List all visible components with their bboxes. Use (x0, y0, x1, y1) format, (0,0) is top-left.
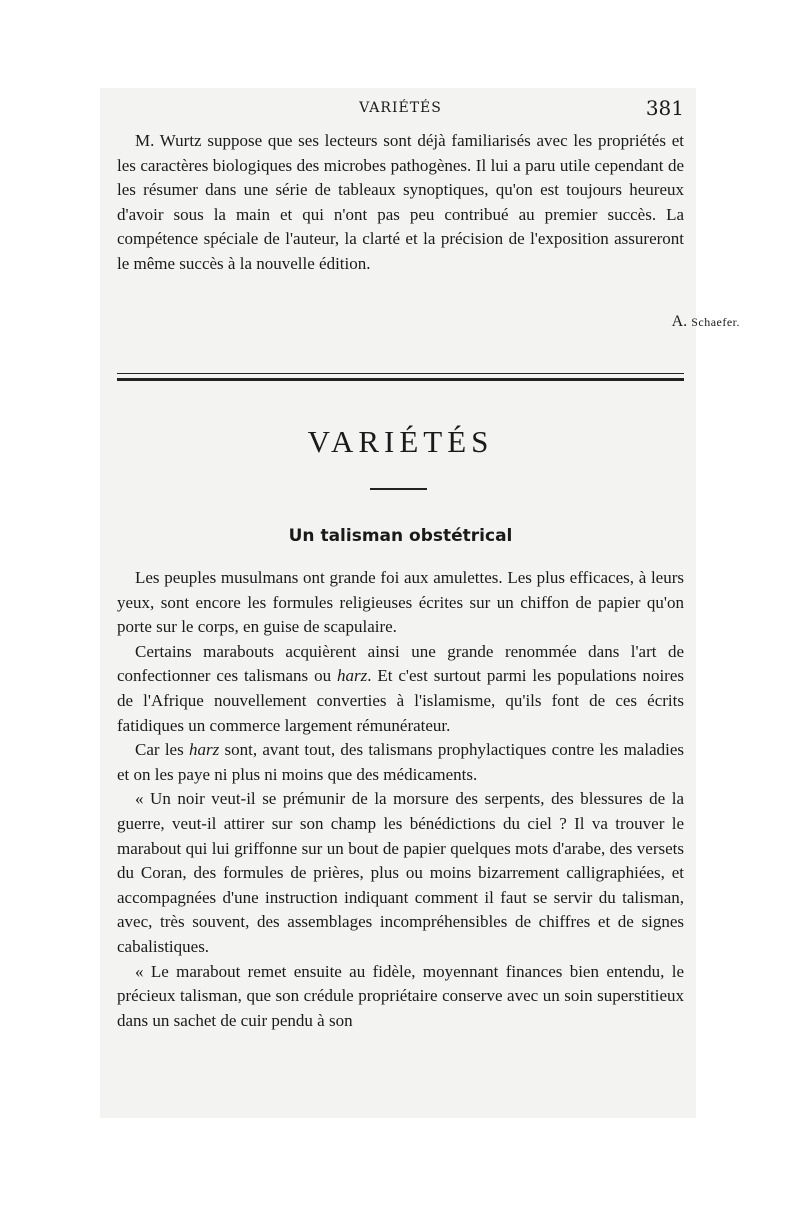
article-paragraph-2 (117, 640, 684, 738)
page-number: 381 (645, 96, 684, 120)
signature-initial: A. (671, 313, 688, 330)
section-rule-thick (117, 378, 684, 381)
section-title: VARIÉTÉS (307, 424, 494, 459)
article-title: Un talisman obstétrical (288, 526, 513, 546)
article-paragraph-4: « Un noir veut-il se prémunir de la morsure des serpents, des blessures de la guerre, veut-il attirer sur son champ les bénédictions du ciel ? Il va trouver le marabout qui lui griffonne sur un bout de papier quelques mots d'arabe, des versets du Coran, des formules de prières, plus ou moins bizarrement calligraphiées, et accompagnées d'une instruction indiquant comment il faut se servir du talisman, avec, très souvent, des assemblages incompréhensibles de chiffres et de signes cabalistiques. (117, 789, 684, 956)
review-paragraph: M. Wurtz suppose que ses lecteurs sont déjà familiarisés avec les propriétés et les caractères biologiques des microbes pathogènes. Il lui a paru utile cependant de les résumer dans une série de tableaux synoptiques, qu'on est toujours heureux d'avoir sous la main et qui n'ont pas peu contribué au premier succès. La compétence spéciale de l'auteur, la clarté et la précision de l'exposition assureront le même succès à la nouvelle édition. (117, 131, 684, 273)
p3-harz: harz (188, 740, 220, 760)
article-paragraph-1: Les peuples musulmans ont grande foi aux amulettes. Les plus efficaces, à leurs yeux, sont encore les formules religieuses écrites sur un chiffon de papier qu'on porte sur le corps, en guise de scapulaire. (117, 568, 684, 637)
article-paragraph-3 (117, 738, 684, 787)
signature (672, 313, 740, 331)
review-text (117, 129, 684, 277)
p3-text-a: Car les (135, 740, 189, 760)
title-divider (370, 488, 427, 490)
p2-harz: harz (336, 666, 368, 686)
p2-text-a: Certains marabouts acquièrent ainsi une grande renommée dans l'art de confectionner ces talismans ou (117, 641, 684, 686)
section-rule-thin (117, 373, 684, 374)
p2-text-b: . Et c'est surtout parmi les populations noires de l'Afrique nouvellement converties à l'islamisme, qu'ils font de ces écrits fatidiques un commerce largement rémunérateur. (117, 666, 684, 735)
article-body (117, 566, 684, 1033)
running-head (117, 96, 684, 122)
article-paragraph-5: « Le marabout remet ensuite au fidèle, moyennant finances bien entendu, le précieux talisman, que son crédule propriétaire conserve avec un soin superstitieux dans un sachet de cuir pendu à son (117, 961, 684, 1030)
running-title: VARIÉTÉS (359, 100, 442, 116)
signature-name: Schaefer. (691, 315, 740, 329)
p3-text-b: sont, avant tout, des talismans prophylactiques contre les maladies et on les paye ni plus ni moins que des médicaments. (117, 740, 684, 784)
